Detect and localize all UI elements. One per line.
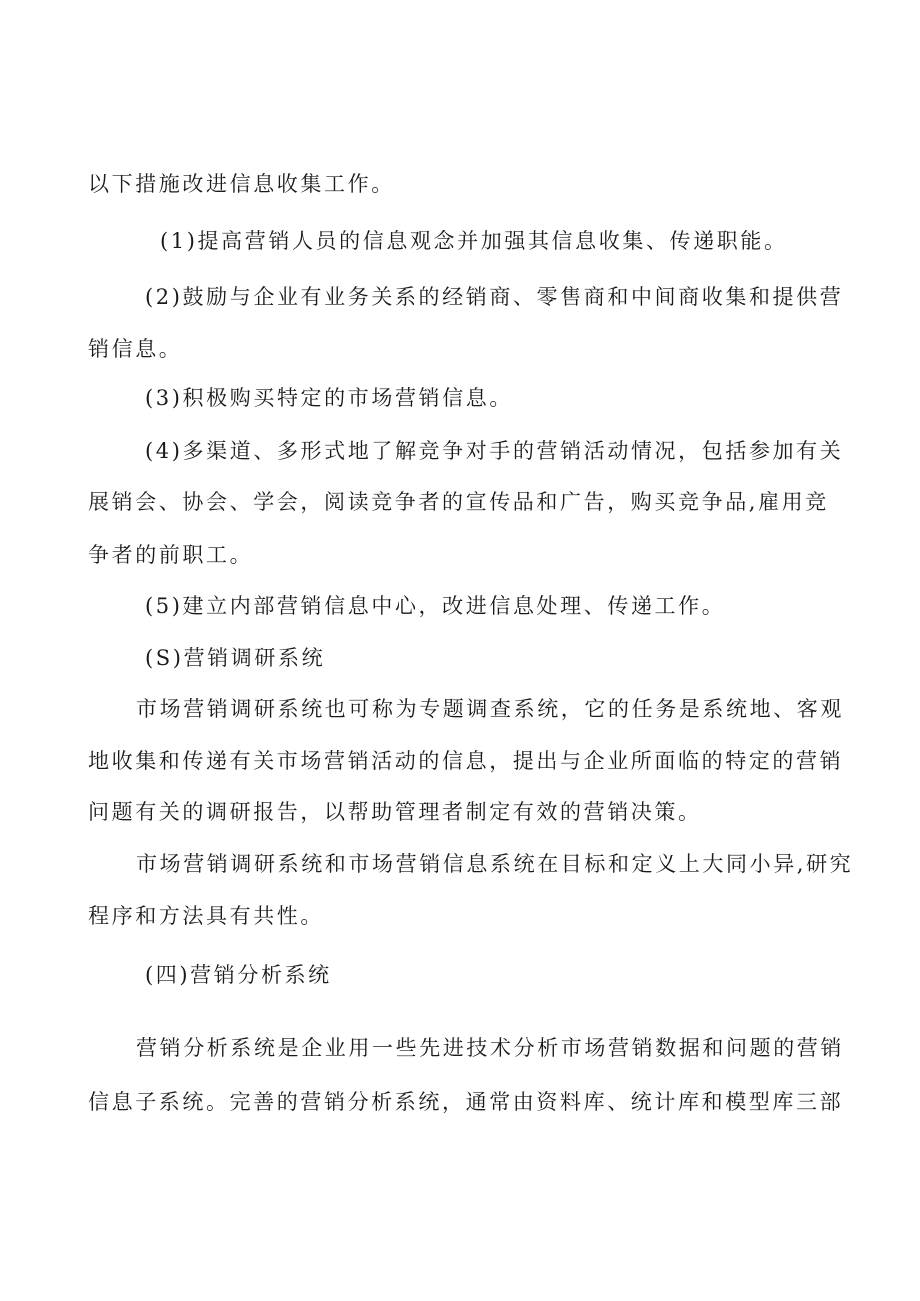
list-item-4: (4)多渠道、多形式地了解竞争对手的营销活动情况，包括参加有关 [145,439,844,463]
paragraph-start: 市场营销调研系统也可称为专题调查系统，它的任务是系统地、客观 [136,697,844,721]
text-line: 信息子系统。完善的营销分析系统，通常由资料库、统计库和模型库三部 [88,1090,844,1114]
text-line: 地收集和传递有关市场营销活动的信息，提出与企业所面临的特定的营销 [88,749,844,773]
list-item-5: (5)建立内部营销信息中心，改进信息处理、传递工作。 [145,594,726,618]
text-line: 程序和方法具有共性。 [88,904,324,928]
text-line: 争者的前职工。 [88,543,254,567]
list-item-3: (3)积极购买特定的市场营销信息。 [145,386,513,410]
section-heading: (S)营销调研系统 [145,646,326,670]
paragraph-start: 营销分析系统是企业用一些先进技术分析市场营销数据和问题的营销 [136,1036,844,1060]
text-line: 展销会、协会、学会，阅读竞争者的宣传品和广告，购买竞争品,雇用竞 [88,490,829,514]
text-line: 销信息。 [88,337,183,361]
section-heading: (四)营销分析系统 [145,963,332,987]
text-line: 问题有关的调研报告，以帮助管理者制定有效的营销决策。 [88,800,702,824]
text-line: 以下措施改进信息收集工作。 [88,172,395,196]
paragraph-start: 市场营销调研系统和市场营销信息系统在目标和定义上大同小异,研究 [136,852,854,876]
list-item-2: (2)鼓励与企业有业务关系的经销商、零售商和中间商收集和提供营 [145,285,844,309]
list-item-1: (1)提高营销人员的信息观念并加强其信息收集、传递职能。 [160,229,788,253]
